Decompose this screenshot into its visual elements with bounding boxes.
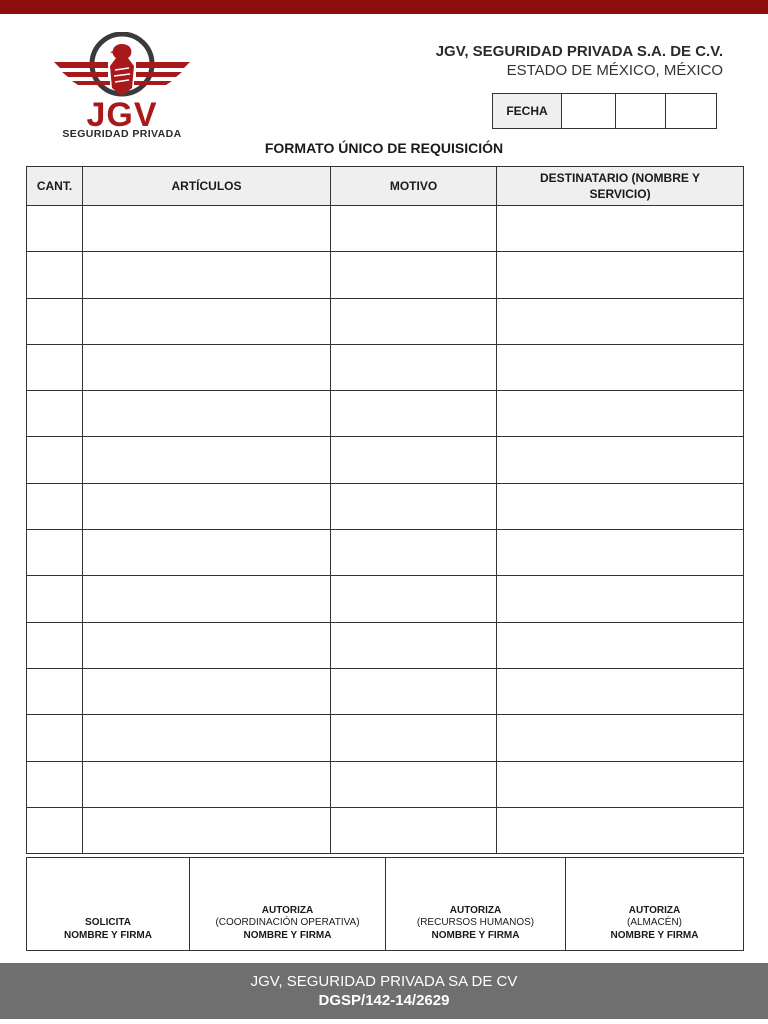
cell-articulos[interactable] <box>83 483 331 529</box>
column-header-cant: CANT. <box>27 167 83 206</box>
table-row <box>27 344 744 390</box>
cell-cant[interactable] <box>27 530 83 576</box>
cell-articulos[interactable] <box>83 576 331 622</box>
table-row <box>27 483 744 529</box>
requisition-table <box>26 166 744 854</box>
cell-destinatario[interactable] <box>497 391 744 437</box>
signature-footer: NOMBRE Y FIRMA <box>243 929 332 941</box>
table-row <box>27 206 744 252</box>
cell-destinatario[interactable] <box>497 807 744 853</box>
logo-brand: JGV <box>86 96 158 134</box>
cell-articulos[interactable] <box>83 252 331 298</box>
cell-articulos[interactable] <box>83 344 331 390</box>
table-header-row <box>27 167 744 206</box>
signature-title: SOLICITA <box>85 917 131 928</box>
date-month-field[interactable] <box>615 94 665 128</box>
cell-articulos[interactable] <box>83 715 331 761</box>
cell-cant[interactable] <box>27 761 83 807</box>
cell-destinatario[interactable] <box>497 530 744 576</box>
signature-title: AUTORIZA <box>449 904 502 916</box>
cell-articulos[interactable] <box>83 530 331 576</box>
signature-footer: NOMBRE Y FIRMA <box>64 929 152 941</box>
signature-title: AUTORIZA <box>628 904 681 916</box>
company-header <box>436 42 723 80</box>
table-row <box>27 761 744 807</box>
cell-articulos[interactable] <box>83 206 331 252</box>
table-row <box>27 807 744 853</box>
cell-destinatario[interactable] <box>497 576 744 622</box>
cell-cant[interactable] <box>27 344 83 390</box>
company-location: ESTADO DE MÉXICO, MÉXICO <box>506 62 723 79</box>
date-label: FECHA <box>493 94 561 128</box>
cell-motivo[interactable] <box>331 761 497 807</box>
cell-motivo[interactable] <box>331 298 497 344</box>
cell-motivo[interactable] <box>331 344 497 390</box>
cell-cant[interactable] <box>27 437 83 483</box>
cell-destinatario[interactable] <box>497 252 744 298</box>
cell-articulos[interactable] <box>83 807 331 853</box>
cell-cant[interactable] <box>27 391 83 437</box>
signature-subtitle: (RECURSOS HUMANOS) <box>416 917 535 928</box>
cell-articulos[interactable] <box>83 668 331 714</box>
cell-motivo[interactable] <box>331 483 497 529</box>
table-row <box>27 252 744 298</box>
signature-section <box>26 857 744 951</box>
signature-almacen[interactable] <box>565 858 743 950</box>
date-box <box>492 93 717 129</box>
cell-motivo[interactable] <box>331 391 497 437</box>
cell-articulos[interactable] <box>83 298 331 344</box>
cell-articulos[interactable] <box>83 761 331 807</box>
cell-articulos[interactable] <box>83 391 331 437</box>
cell-cant[interactable] <box>27 576 83 622</box>
cell-destinatario[interactable] <box>497 483 744 529</box>
cell-motivo[interactable] <box>331 576 497 622</box>
cell-destinatario[interactable] <box>497 437 744 483</box>
cell-cant[interactable] <box>27 622 83 668</box>
footer-permit: DGSP/142-14/2629 <box>318 992 450 1009</box>
cell-destinatario[interactable] <box>497 715 744 761</box>
form-title: FORMATO ÚNICO DE REQUISICIÓN <box>264 140 504 156</box>
cell-cant[interactable] <box>27 715 83 761</box>
cell-articulos[interactable] <box>83 437 331 483</box>
column-header-destinatario: DESTINATARIO (NOMBRE Y SERVICIO) <box>497 167 744 206</box>
date-year-field[interactable] <box>665 94 716 128</box>
cell-destinatario[interactable] <box>497 622 744 668</box>
cell-motivo[interactable] <box>331 206 497 252</box>
column-header-motivo: MOTIVO <box>331 167 497 206</box>
cell-destinatario[interactable] <box>497 761 744 807</box>
page-footer <box>0 963 768 1019</box>
column-header-articulos: ARTÍCULOS <box>83 167 331 206</box>
table-row <box>27 622 744 668</box>
cell-motivo[interactable] <box>331 252 497 298</box>
signature-footer: NOMBRE Y FIRMA <box>610 929 699 941</box>
date-day-field[interactable] <box>561 94 615 128</box>
table-row <box>27 715 744 761</box>
logo-tagline: SEGURIDAD PRIVADA <box>62 128 182 140</box>
company-name: JGV, SEGURIDAD PRIVADA S.A. DE C.V. <box>435 43 723 60</box>
cell-motivo[interactable] <box>331 622 497 668</box>
cell-cant[interactable] <box>27 483 83 529</box>
table-row <box>27 298 744 344</box>
cell-cant[interactable] <box>27 807 83 853</box>
cell-cant[interactable] <box>27 668 83 714</box>
table-row <box>27 576 744 622</box>
footer-company: JGV, SEGURIDAD PRIVADA SA DE CV <box>250 973 518 990</box>
cell-motivo[interactable] <box>331 715 497 761</box>
cell-cant[interactable] <box>27 298 83 344</box>
cell-articulos[interactable] <box>83 622 331 668</box>
signature-rrhh[interactable] <box>385 858 565 950</box>
signature-coordinacion[interactable] <box>189 858 385 950</box>
table-row <box>27 668 744 714</box>
company-logo <box>52 32 192 140</box>
signature-solicita[interactable] <box>27 858 189 950</box>
table-row <box>27 530 744 576</box>
cell-destinatario[interactable] <box>497 344 744 390</box>
table-row <box>27 391 744 437</box>
cell-motivo[interactable] <box>331 668 497 714</box>
cell-motivo[interactable] <box>331 437 497 483</box>
cell-motivo[interactable] <box>331 530 497 576</box>
top-accent-bar <box>0 0 768 14</box>
cell-destinatario[interactable] <box>497 668 744 714</box>
cell-destinatario[interactable] <box>497 298 744 344</box>
table-row <box>27 437 744 483</box>
cell-cant[interactable] <box>27 206 83 252</box>
signature-footer: NOMBRE Y FIRMA <box>431 929 520 941</box>
cell-motivo[interactable] <box>331 807 497 853</box>
signature-subtitle: (ALMACÉN) <box>626 917 682 928</box>
signature-title: AUTORIZA <box>261 904 314 916</box>
cell-destinatario[interactable] <box>497 206 744 252</box>
signature-subtitle: (COORDINACIÓN OPERATIVA) <box>215 917 360 928</box>
cell-cant[interactable] <box>27 252 83 298</box>
eagle-icon <box>52 32 192 102</box>
